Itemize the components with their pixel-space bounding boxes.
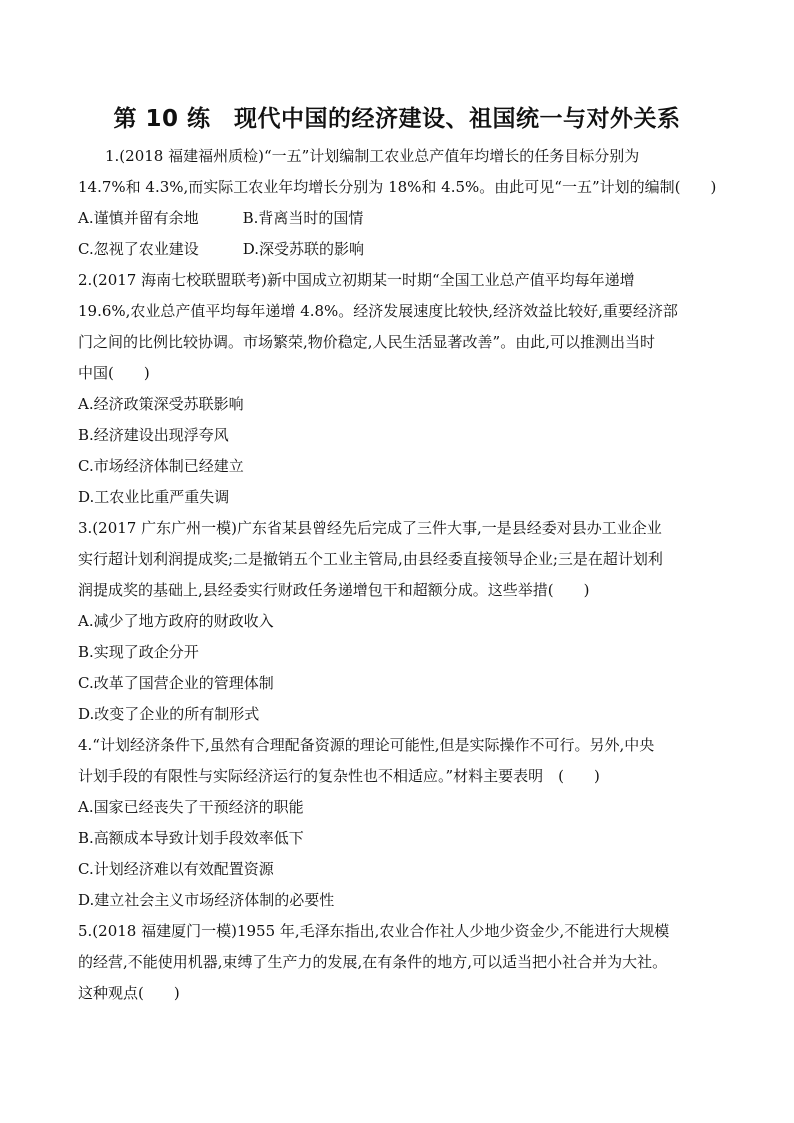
question-list [78, 141, 718, 1009]
question-stem-line: 4.“计划经济条件下,虽然有合理配备资源的理论可能性,但是实际操作不可行。另外,中央 [78, 736, 655, 754]
question-stem-line: 2.(2017 海南七校联盟联考)新中国成立初期某一时期“全国工业总产值平均每年递增 [78, 271, 635, 289]
question-stem-line: 14.7%和 4.3%,而实际工农业年均增长分别为 18%和 4.5%。由此可见“一五”计划的编制( ) [78, 178, 717, 196]
option-c: C.改革了国营企业的管理体制 [78, 674, 274, 692]
option-row [78, 234, 718, 265]
option-d: D.深受苏联的影响 [242, 240, 364, 258]
question-3 [78, 513, 718, 730]
option-a: A.国家已经丧失了干预经济的职能 [78, 798, 304, 816]
question-stem-line: 计划手段的有限性与实际经济运行的复杂性也不相适应。”材料主要表明 ( ) [78, 767, 600, 785]
option-a: A.经济政策深受苏联影响 [78, 395, 244, 413]
option-d: D.工农业比重严重失调 [78, 488, 230, 506]
option-c: C.市场经济体制已经建立 [78, 457, 244, 475]
question-5 [78, 916, 718, 1009]
question-1 [78, 141, 718, 265]
option-row [78, 203, 718, 234]
option-b: B.高额成本导致计划手段效率低下 [78, 829, 304, 847]
option-b: B.背离当时的国情 [242, 209, 364, 227]
option-b: B.实现了政企分开 [78, 643, 199, 661]
page-title: 第 10 练 现代中国的经济建设、祖国统一与对外关系 [113, 106, 681, 132]
option-d: D.建立社会主义市场经济体制的必要性 [78, 891, 335, 909]
question-stem-line: 5.(2018 福建厦门一模)1955 年,毛泽东指出,农业合作社人少地少资金少,不能进行大规模 [78, 922, 670, 940]
question-stem-line: 的经营,不能使用机器,束缚了生产力的发展,在有条件的地方,可以适当把小社合并为大社。 [78, 953, 668, 971]
option-b: B.经济建设出现浮夸风 [78, 426, 229, 444]
option-a: A.减少了地方政府的财政收入 [78, 612, 274, 630]
option-a: A.谨慎并留有余地 [78, 209, 199, 227]
question-stem-line: 这种观点( ) [78, 984, 180, 1002]
question-stem-line: 19.6%,农业总产值平均每年递增 4.8%。经济发展速度比较快,经济效益比较好,重要经济部 [78, 302, 678, 320]
question-stem-line: 门之间的比例比较协调。市场繁荣,物价稳定,人民生活显著改善”。由此,可以推测出当时 [78, 333, 655, 351]
option-c: C.计划经济难以有效配置资源 [78, 860, 274, 878]
question-4 [78, 730, 718, 916]
question-2 [78, 265, 718, 513]
question-stem-line: 1.(2018 福建福州质检)“一五”计划编制工农业总产值年均增长的任务目标分别为 [105, 147, 640, 165]
option-c: C.忽视了农业建设 [78, 240, 199, 258]
question-stem-line: 润提成奖的基础上,县经委实行财政任务递增包干和超额分成。这些举措( ) [78, 581, 590, 599]
question-stem-line: 实行超计划利润提成奖;二是撤销五个工业主管局,由县经委直接领导企业;三是在超计划利 [78, 550, 663, 568]
question-stem-line: 中国( ) [78, 364, 150, 382]
question-stem-line: 3.(2017 广东广州一模)广东省某县曾经先后完成了三件大事,一是县经委对县办工业企业 [78, 519, 662, 537]
option-d: D.改变了企业的所有制形式 [78, 705, 260, 723]
